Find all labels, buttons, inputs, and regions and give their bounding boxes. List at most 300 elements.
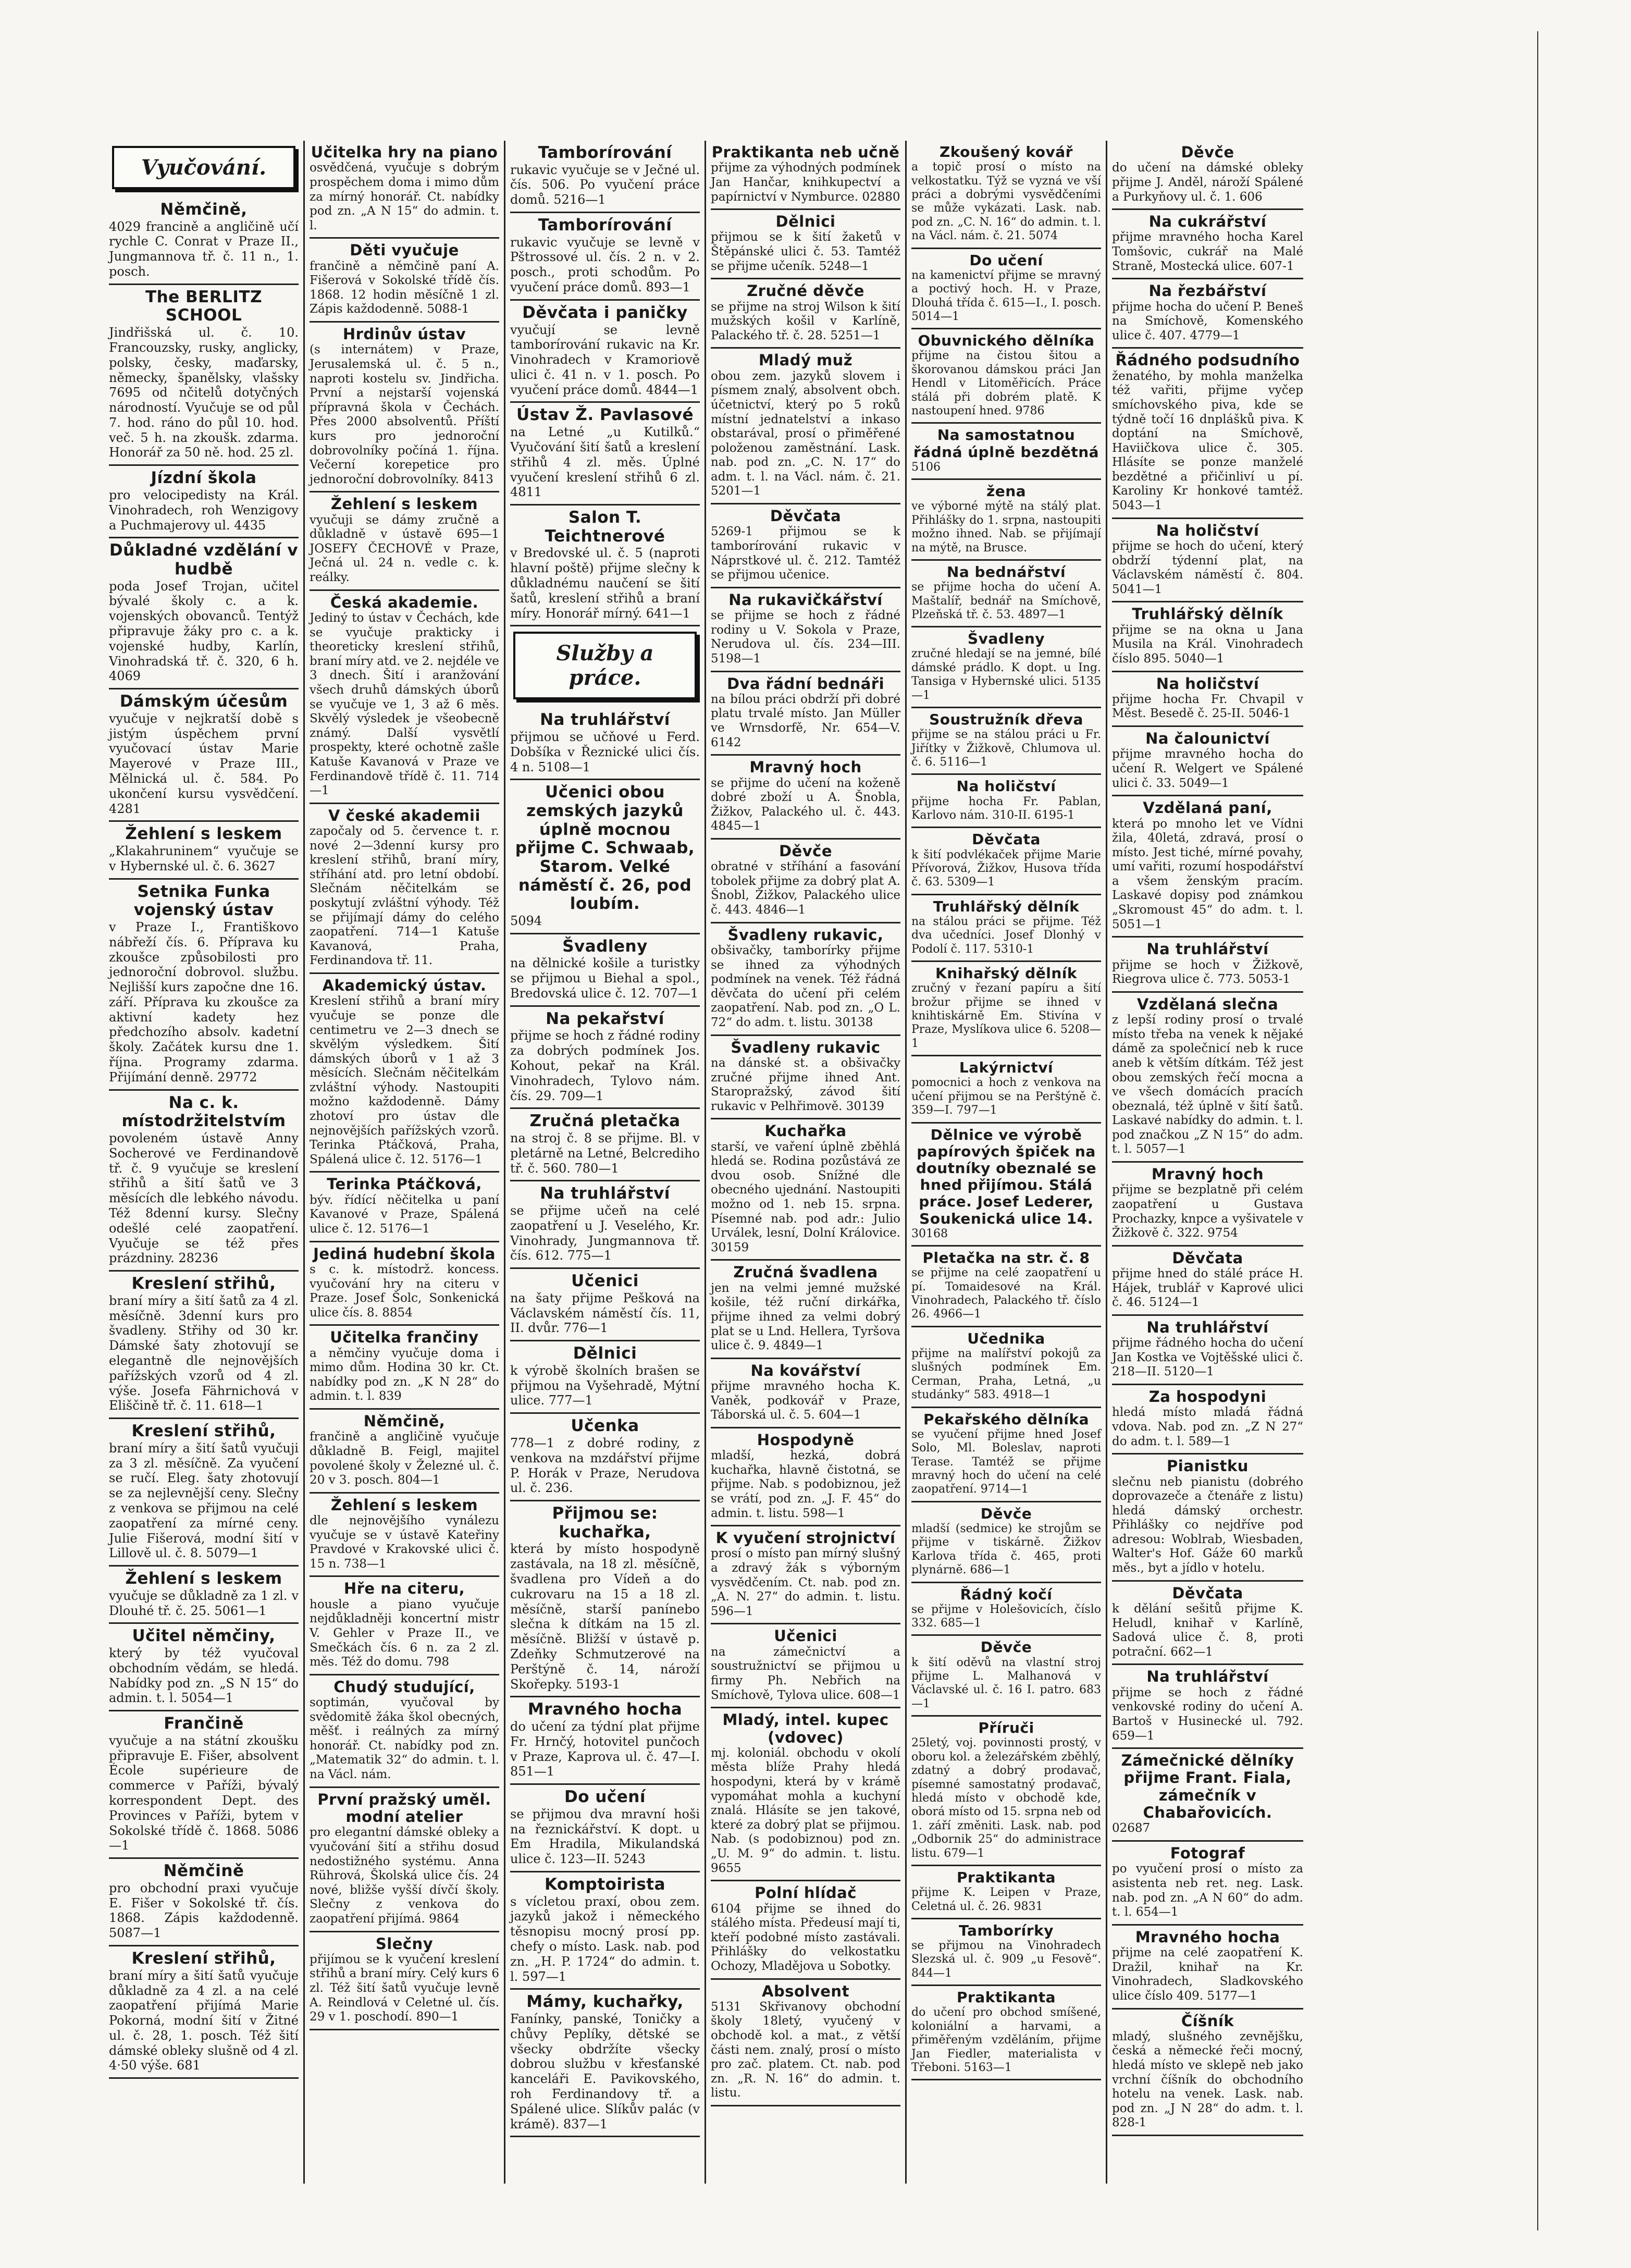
ad-title: Mámy, kuchařky, (526, 1992, 684, 2012)
ad-text: přijme se hoch v Žižkově, Riegrova ulice č. 773. 5053-1 (1112, 958, 1303, 987)
classified-ad (911, 775, 1101, 828)
classified-ad (911, 480, 1101, 561)
ad-text: na dělnické košile a turistky se přijmou u Biehal a spol., Bredovská ulice č. 12. 707—1 (510, 956, 700, 1001)
ad-title: Švadleny rukavic (731, 1038, 881, 1056)
ad-text: do učení na dámské obleky přijme J. Anděl, nároží Spálené a Purkyňovy ul. č. 1. 606 (1112, 161, 1303, 204)
ad-title: Vzdělaná slečna (1136, 995, 1279, 1013)
ad-title: Truhlářský dělník (933, 897, 1080, 915)
ad-text: která by místo hospodyně zastávala, na 18 zl. měsíčně, švadlena pro Vídeň a do cukrovaru na 15 a 18 zl. měsíčně, starší panínebo slečna k dítkám na 15 zl. měsíčně. Bližší v ústavě p. Zdeňky Schmutzerové na Perštýně č. 14, nároží Skořepky. 5193-1 (510, 1542, 700, 1692)
ad-text: se přijmou na Vinohradech Slezská ul. č. 909 „u Fesově“. 844—1 (911, 1939, 1101, 1980)
classified-ad (711, 840, 900, 923)
classified-ad (510, 780, 700, 934)
ad-text: Jindřišská ul. č. 10. Francouzsky, rusky, anglicky, polsky, česky, maďarsky, německy, španělsky, vlašsky 7695 od nčitelů dotyčných národností. Vyučuje se od půl 7. hod. ráno do půl 10. hod. več. 5 h. na zkoušk. zdarma. Honorář za 50 ně. hod. 25 zl. (109, 325, 299, 460)
classified-ad (911, 828, 1101, 895)
ad-text: obou zem. jazyků slovem i písmem znalý, absolvent obch. účetnictví, který po 5 roků místní jednatelství a inkaso obstarával, prosí o přiměřené položenou zaměstnání. Lask. nab. pod zn. „C. N. 17“ do adm. t. l. na Václ. nám. č. 21. 5201—1 (711, 369, 900, 498)
classified-ad (510, 1501, 700, 1697)
ad-text: na Letné „u Kutilků.“ Vyučování šití šatů a kreslení střihů 4 zl. měs. Úplné vyučení kreslení střihů 6 zl. 4811 (510, 425, 700, 500)
classified-ad (1112, 993, 1303, 1163)
ad-text: 5269-1 přijmou se k tamborírování rukavic v Náprstkové ul. č. 212. Tamtéž se přijmou učenice. (711, 525, 900, 582)
ad-text: na stálou práci se přijme. Též dva učedníci. Josef Dlonhý v Podolí č. 117. 5310-1 (911, 915, 1101, 956)
ad-text: na zámečnictví a soustružnictví se přijmou u firmy Ph. Nebřich na Smíchově, Tylova ulice. 608—1 (711, 1645, 900, 1702)
classified-ad (1112, 519, 1303, 603)
ad-text: zručné hledají se na jemné, bílé dámské prádlo. K dopt. u Ing. Tansiga v Hybernské ulici. 5135—1 (911, 647, 1101, 702)
ad-text: k výrobě školních brašen se přijmou na Vyšehradě, Mýtní ulice. 777—1 (510, 1363, 700, 1408)
ad-title: Děti vyučuje (350, 241, 459, 260)
classified-ad (711, 1624, 900, 1708)
ad-title: Učednika (967, 1329, 1045, 1347)
classified-ad (510, 1341, 700, 1414)
ad-title: Dámským účesům (119, 692, 288, 711)
classified-ad (711, 756, 900, 840)
classified-ad (510, 1269, 700, 1341)
ad-title: Praktikanta (956, 1868, 1056, 1886)
ad-title: Děvče (1181, 143, 1234, 161)
classified-ad (310, 1326, 499, 1410)
classified-ad (510, 141, 700, 213)
ad-title: Hrdinův ústav (342, 325, 466, 343)
ad-text: braní míry a šití šatů vyučuji za 3 zl. měsíčně. Za vyučení se ručí. Eleg. šaty zhotovují se za nejlevnější ceny. Slečny z venkova se přijmou na celé zaopatření za mírné ceny. Julie Fišerová, modní šití v Lillově ul. č. 8. 5079—1 (109, 1440, 299, 1561)
ad-title: Švadleny rukavic, (727, 926, 884, 944)
classified-ad (310, 323, 499, 492)
classified-ad (109, 285, 299, 466)
ad-text: rukavic vyučuje se v Ječné ul. čís. 506. Po vyučení práce domů. 5216—1 (510, 162, 700, 207)
ad-title: Švadleny (967, 630, 1045, 648)
classified-ad (1112, 796, 1303, 938)
ad-text: (s internátem) v Praze, Jerusalemská ul. č. 5 n., naproti kostelu sv. Jindřicha. První a nejstarší vojenská přípravná škola v Čechách. Přes 2000 absolventů. Příští kurs pro jednoroční dobrovolníky počíná 1. října. Večerní korepetice pro jednoroční dobrovolníky. 8413 (310, 343, 499, 486)
ad-text: přijme mravného hocha do učení R. Welgert ve Spálené ulici č. 33. 5049—1 (1112, 747, 1303, 790)
classified-ad (109, 538, 299, 689)
classified-ad (1112, 141, 1303, 210)
ad-title: Na holičství (1156, 521, 1259, 539)
classified-ad (911, 329, 1101, 424)
ad-title: Zručná pletačka (529, 1112, 681, 1131)
ad-title: Žehlení s leskem (125, 824, 282, 844)
ad-text: na bílou práci obdrží při dobré platu trvalé místo. Jan Müller ve Wrnsdorfě, Nr. 654—V. 6142 (711, 692, 900, 749)
classified-ad (510, 708, 700, 780)
classified-ad (911, 1919, 1101, 1986)
ad-text: hledá místo mladá řádná vdova. Nab. pod zn. „Z N 27“ do adm. t. l. 589—1 (1112, 1406, 1303, 1448)
classified-ad (1112, 602, 1303, 672)
classified-ad (1112, 1665, 1303, 1749)
ad-title: Na truhlářství (1146, 1668, 1269, 1686)
ad-title: Na truhlářství (540, 710, 670, 730)
ad-title: Kuchařka (764, 1122, 847, 1140)
ad-title: K vyučení strojnictví (715, 1529, 896, 1547)
section-header-vyucovani: Vyučování. (112, 146, 295, 189)
classified-ad (911, 895, 1101, 962)
ad-text: 4029 francině a angličině učí rychle C. Conrat v Praze II., Jungmannova tř. č. 11 n., 1. posch. (109, 219, 299, 279)
ad-title: Kreslení střihů, (131, 1949, 276, 1968)
ad-title: Učenka (571, 1416, 639, 1436)
ad-text: přijme mravného hocha Karel Tomšovic, cukrář na Malé Straně, Mostecká ulice. 607-1 (1112, 230, 1303, 273)
classified-ad (711, 1359, 900, 1428)
ad-title: Slečny (375, 1934, 434, 1953)
ad-text: 778—1 z dobré rodiny, z venkova na mzdářství přijme P. Horák v Praze, Nerudova ul. č. 236. (510, 1435, 700, 1496)
ad-text: přijme se na okna u Jana Musila na Král. Vinohradech číslo 895. 5040—1 (1112, 623, 1303, 665)
classified-ad (711, 504, 900, 588)
classified-ad (711, 141, 900, 210)
ad-text: 02687 (1112, 1821, 1151, 1835)
classified-ad (711, 672, 900, 756)
ad-text: prosí o místo pan mírný slušný a zdravý žák s výborným vysvědčením. Ct. nab. pod zn. „A. N. 27“ do admin. t. listu. 596—1 (711, 1547, 900, 1618)
ad-text: s vícletou praxí, obou zem. jazyků jakož i německého těsnopisu mocný prosí pp. chefy o místo. Lask. nab. pod zn. „H. P. 1724“ do admin. t. l. 597—1 (510, 1894, 700, 1984)
ad-title: Pianistku (1167, 1457, 1249, 1475)
ad-text: přijme hocha Fr. Pablan, Karlovo nám. 310-II. 6195-1 (911, 795, 1101, 822)
classified-ad (109, 880, 299, 1091)
ad-text: se přijmou dva mravní hoši na řeznickářství. K dopt. u Em Hradila, Mikulandská ulice č. 123—II. 5243 (510, 1806, 700, 1867)
ad-text: zručný v řezaní papíru a šití brožur přijme se ihned v knihtiskárně Em. Stivína v Praze, Myslíkova ulice 6. 5208—1 (911, 982, 1101, 1050)
ad-text: Kreslení střihů a braní míry vyučuje se ponze dle centimetru ve 2—3 dnech se skvělým výsledkem. Šití dámských úborů v 1 až 3 měsících. Slečnám něčitelkám zvláštní výhody. Nastoupiti možno každodenně. Dámy zhotoví pro ústav dle nejnovějších pařížských vzorů. Terinka Ptáčková, Praha, Spálená ulice č. 12. 5176—1 (310, 994, 499, 1166)
ad-text: vyučuji se dámy zručně a důkladně v ústavě 695—1 JOSEFY ČECHOVÉ v Praze, Ječná ul. 24 n. vedle c. k. reálky. (310, 513, 499, 585)
ad-title: Absolvent (762, 1982, 849, 2000)
ad-text: 30168 (911, 1227, 948, 1240)
classified-ad (911, 1717, 1101, 1866)
ad-text: „Klakahruninem“ vyučuje se v Hybernské ul. č. 6. 3627 (109, 844, 299, 873)
ad-title: Knihařský dělník (935, 965, 1077, 982)
ad-text: na kamenictví přijme se mravný a poctivý hoch. H. v Praze, Dlouhá třída č. 615—I., I. posch. 5014—1 (911, 268, 1101, 323)
ad-title: Mravný hoch (1151, 1165, 1264, 1184)
classified-ad (510, 1872, 700, 1990)
classified-ad (711, 1261, 900, 1359)
classified-ad (109, 1567, 299, 1624)
classified-ad (510, 934, 700, 1007)
classified-ad (711, 279, 900, 349)
ad-text: se přijme na celé zaopatření u pí. Tomaidesové na Král. Vinohradech, Palackého tř. číslo 26. 4966—1 (911, 1266, 1101, 1321)
classified-ad (310, 141, 499, 239)
ad-text: frančině a angličině vyučuje důkladně B. Feigl, majitel povolené školy v Železné ul. č. 20 v 3. posch. 804—1 (310, 1430, 499, 1487)
ad-text: vyučují se levně tamborírování rukavic na Kr. Vinohradech v Kramoriově ulici č. 41 n. v 1. posch. Po vyučení práce domů. 4844—1 (510, 322, 700, 397)
ad-text: dle nejnovějšího vynálezu vyučuje se v ústavě Kateřiny Pravdové v Krakovské ulici č. 15 n. 738—1 (310, 1514, 499, 1571)
ad-text: přijme mravného hocha K. Vaněk, podkovář v Praze, Táborská ul. č. 5. 604—1 (711, 1379, 900, 1422)
classified-ad (510, 1785, 700, 1872)
ad-title: Mladý muž (758, 351, 853, 369)
ad-text: v Praze I., Františkovo nábřeží čís. 6. Příprava ku zkoušce způsobilosti pro jednoroční dobrovol. službu. Nejlišší kurs započne dne 16. září. Příprava ku zkoušce za aktivní kadety hez předchozího absolv. kadetní školy. Začátek kursu dne 1. října. Programy zdarma. Přijímání denně. 29772 (109, 919, 299, 1084)
ad-title: Učitelka frančiny (330, 1328, 479, 1347)
ad-text: 6104 přijme se ihned do stálého místa. Předeusí mají ti, kteří podobné místo zastávali. Přihlášky do velkostatku Ochozy, Mladějova u Sobotky. (711, 1902, 900, 1973)
ad-text: přijme hocha Fr. Chvapil v Měst. Besedě č. 25-II. 5046-1 (1112, 692, 1303, 721)
classified-ad (1112, 1316, 1303, 1385)
ad-text: přijme se na stálou práci u Fr. Jiřítky v Žižkově, Chlumova ul. č. 6. 5116—1 (911, 728, 1101, 769)
ad-title: Dělnice ve výrobě papírových špiček na doutníky obeznalé se hned přijímou. Stálá práce. Josef Lederer, Soukenická ulice 14. (916, 1126, 1097, 1227)
ad-text: přijme na celé zaopatření K. Dražil, knihař na Kr. Vinohradech, Sladkovského ulice číslo 409. 5177—1 (1112, 1946, 1303, 2003)
ad-title: Na truhlářství (540, 1184, 670, 1203)
classified-ad (911, 141, 1101, 249)
ad-title: Řádného podsudního (1115, 351, 1300, 369)
ad-title: Tamborírování (538, 143, 672, 162)
ad-text: přijme na čistou šitou a škorovanou dámskou práci Jan Hendl v Litoměřicích. Práce stálá při dobrém platě. K nastoupení hned. 9786 (911, 349, 1101, 418)
classified-ad (109, 822, 299, 879)
classified-ad (310, 1675, 499, 1788)
ad-title: Děvčata (1172, 1584, 1243, 1602)
section-header-sluzby: Služby a práce. (513, 632, 697, 699)
classified-ad (911, 962, 1101, 1056)
ad-text: přijme se hoch z řádné rodiny za dobrých podmínek Jos. Kohout, pekař na Král. Vinohradech, Tylovo nám. čís. 29. 709—1 (510, 1028, 700, 1103)
ad-title: Mladý, intel. kupec (vdovec) (722, 1711, 889, 1746)
classified-ad (711, 923, 900, 1036)
ad-text: z lepší rodiny prosí o trvalé místo třeba na venek k nějaké dámě za společnicí neb k ruce aneb k větším dítkám. Též jest obou zemských řečí mocna a ve všech domácích pracích obeznalá, též úplně v šití šatů. Laskavé nabídky do admin. t. l. pod značkou „Z N 15“ do adm. t. l. 5057—1 (1112, 1013, 1303, 1156)
ad-title: The BERLITZ SCHOOL (145, 287, 263, 325)
classified-ad (109, 466, 299, 538)
classified-ad (310, 804, 499, 974)
ad-text: se přijme hocha do učení A. Maštalíř, bednář na Smíchově, Plzeňská tř. č. 53. 4897—1 (911, 581, 1101, 621)
ad-title: Jízdní škola (151, 469, 257, 488)
classified-ad (510, 213, 700, 301)
ad-text: vyučuje se důkladně za 1 zl. v Dlouhé tř. č. 25. 5061—1 (109, 1588, 299, 1618)
ad-text: vyučuje v nejkratší době s jistým úspěchem první vyučovací ústav Marie Mayerové v Praze III., Mělnická ul. č. 584. Po ukončení kursu vysvědčení. 4281 (109, 711, 299, 816)
ad-title: Učitel němčiny, (132, 1626, 276, 1646)
ad-title: Polní hlídač (755, 1884, 857, 1902)
classified-ad (1112, 1455, 1303, 1582)
classified-ad (109, 1946, 299, 2079)
ad-title: Na pekařství (546, 1009, 664, 1028)
ad-text: do učení pro obchod smíšené, koloniální a harvami, a přiměřeným vzděláním, přijme Jan Fiedler, materialista v Třeboni. 5163—1 (911, 2006, 1101, 2074)
ad-text: mladý, slušného zevnějšku, česká a německé řeči mocný, hledá místo ve sklepě neb jako vrchní číšník do obchodního hotelu na venek. Lask. nab. pod zn. „J N 28“ do adm. t. l. 828-1 (1112, 2029, 1303, 2130)
classified-ad (510, 1181, 700, 1269)
ad-title: Děvčata (770, 507, 842, 525)
classified-ad (109, 1091, 299, 1272)
ad-text: do učení za týdní plat přijme Fr. Hrnčý, hotovitel punčoch v Praze, Kaprova ul. č. 47—I. 851—1 (510, 1719, 700, 1779)
classified-ad (1112, 672, 1303, 728)
classified-ad (1112, 2010, 1303, 2137)
ad-title: Pekařského dělníka (923, 1410, 1089, 1428)
ad-text: braní míry a šití šatů vyučuje důkladně za 4 zl. a na celé zaopatření přijímá Marie Pokorná, modní šití v Žitné ul. č. 28, 1. posch. Též šití dámské obleky slušně od 4 zl. 4·50 výše. 681 (109, 1968, 299, 2073)
ad-title: Důkladné vzdělání v hudbě (109, 541, 299, 578)
classified-ad (109, 1272, 299, 1419)
ad-text: která po mnoho let ve Vídni žila, 40letá, zdravá, prosí o místo. Jest tiché, mírné povahy, umí vařiti, rozumí hospodářství a všem ženským pracím. Laskavé dopisy pod známkou „Skromoust 45“ do adm. t. l. 5051—1 (1112, 817, 1303, 931)
classified-ad (1112, 1163, 1303, 1247)
ad-title: Švadleny (562, 936, 648, 956)
classified-ad (310, 492, 499, 590)
ad-title: Lakýrnictví (959, 1059, 1054, 1077)
classified-ad (510, 1007, 700, 1110)
ad-text: po vyučení prosí o místo za asistenta neb ret. neg. Lask. nab. pod zn. „A N 60“ do adm. t. l. 654—1 (1112, 1862, 1303, 1919)
classified-ad (711, 1428, 900, 1526)
classified-columns (104, 141, 1511, 2184)
ad-title: V české akademii (328, 806, 480, 824)
ad-title: Učenici (571, 1272, 639, 1291)
classified-ad (1112, 279, 1303, 349)
ad-text: soptimán, vyučoval by svědomitě žáka škol obecných, měšť. i reálných za mírný honorář. Ct. nabídky pod zn. „Matematik 32“ do admin. t. l. na Václ. nám. (310, 1696, 499, 1782)
ad-text: přijme hned do stálé práce H. Hájek, trublář v Kaprové ulici č. 46. 5124—1 (1112, 1267, 1303, 1310)
classified-ad (109, 1859, 299, 1946)
ad-title: Do učení (969, 251, 1043, 269)
classified-ad (310, 1173, 499, 1242)
classified-ad (510, 1990, 700, 2137)
classified-ad (109, 1711, 299, 1859)
ad-text: na dánské st. a obšivačky zručné přijme ihned Ant. Staropražský, závod šití rukavic v Pelhřimově. 30139 (711, 1056, 900, 1113)
ad-text: pro obchodní praxi vyučuje E. Fišer v Sokolské tř. čís. 1868. Zápis každodenně. 5087—1 (109, 1880, 299, 1941)
classified-ad (711, 1036, 900, 1120)
ad-text: a němčiny vyučuje doma i mimo dům. Hodina 30 kr. Ct. nabídky pod zn. „K N 28“ do admin. t. l. 839 (310, 1346, 499, 1403)
ad-title: Děvče (980, 1638, 1032, 1656)
ad-title: Žehlení s leskem (125, 1569, 282, 1588)
column-5 (907, 141, 1107, 2184)
classified-ad (1112, 1385, 1303, 1455)
ad-title: Dělnici (775, 213, 836, 231)
ad-title: Ústav Ž. Pavlasové (516, 405, 694, 425)
ad-title: Komptoiristа (544, 1875, 666, 1894)
ad-text: pro elegantní dámské obleky a vyučování šití a střihu dosud nedostižného systému. Anna Rührová, Školská ulice čís. 24 nové, bližše vyšší dívčí školy. Slečny z venkova do zaopatření přijímá. 9864 (310, 1826, 499, 1926)
ad-text: ve výborné mýtě na stálý plat. Přihlášky do 1. srpna, nastoupiti možno ihned. Nab. se přijímají na mýtě, na Brusce. (911, 500, 1101, 554)
ad-text: braní míry a šití šatů za 4 zl. měsíčně. 3denní kurs pro švadleny. Střihy od 30 kr. Dámské šaty zhotovují se elegantně dle nejnovějších pařížských vzorů od 4 zl. výše. Josefa Fährnichová v Eliščině tř. č. 11. 618—1 (109, 1293, 299, 1413)
ad-text: obšivačky, tamborírky přijme se ihned za výhodných podmínek na venek. Též řádná děvčata do učení při celém zaopatření. Nab. pod zn. „O L. 72“ do adm. t. listu. 30138 (711, 944, 900, 1029)
ad-title: Za hospodyni (1148, 1388, 1267, 1406)
ad-title: Žehlení s leskem (330, 1496, 478, 1514)
ad-text: v Bredovské ul. č. 5 (naproti hlavní poště) přijme slečny k důkladnému naučení se šití šatů, kreslení střihů a braní míry. Honorář mírný. 641—1 (510, 546, 700, 621)
classified-ad (911, 249, 1101, 330)
column-6 (1107, 141, 1308, 2184)
ad-text: se přijme učeň na celé zaopatření u J. Veselého, Kr. Vinohrady, Jungmannova tř. čís. 612. 775—1 (510, 1203, 700, 1263)
classified-ad (911, 424, 1101, 480)
ad-title: Na bednářství (946, 563, 1066, 581)
ad-text: se přijme do učení na koženě dobré zboží u A. Šnobla, Žižkov, Palackého ul. č. 443. 4845—1 (711, 776, 900, 833)
ad-text: frančině a němčině paní A. Fišerová v Sokolské třídě čís. 1868. 12 hodin měsíčně 1 zl. Zápis každodenně. 5088-1 (310, 259, 499, 316)
ad-title: Tamborírování (538, 216, 672, 235)
ad-text: slečnu neb pianistu (dobrého doprovazeče a čtenáře z listu) hledá dámský orchestr. Přihlášky co nejdříve pod adresou: Woblrab, Wiesbaden, Walter's Hof. Gáže 60 marků měs., byt a jídlo v hotelu. (1112, 1475, 1303, 1575)
classified-ad (1112, 349, 1303, 519)
ad-title: Němčině, (160, 200, 248, 219)
classified-ad (1112, 1749, 1303, 1842)
ad-title: Na truhlářství (1146, 1318, 1269, 1336)
classified-ad (911, 1866, 1101, 1919)
ad-title: Kreslení střihů, (131, 1274, 276, 1293)
ad-text: na šaty přijme Pešková na Václavském náměstí čís. 11, II. dvůr. 776—1 (510, 1290, 700, 1336)
ad-title: Chudý studující, (333, 1678, 475, 1696)
classified-ad (911, 708, 1101, 775)
classified-ad (310, 239, 499, 323)
ad-title: Kreslení střihů, (131, 1422, 276, 1441)
ad-text: přijmou se učňové u Ferd. Dobšíka v Řeznické ulici čís. 4 n. 5108—1 (510, 730, 700, 774)
classified-ad (1112, 938, 1303, 993)
classified-ad (711, 349, 900, 504)
ad-title: Na holičství (956, 778, 1056, 795)
ad-title: Dva řádní bednáři (726, 674, 885, 693)
ad-text: přijme za výhodných podmínek Jan Hančar, knihkupectví a papírnictví v Nymburce. 02880 (711, 161, 900, 204)
ad-title: Pletačka na str. č. 8 (922, 1249, 1090, 1267)
ad-title: Děvčata i paničky (522, 303, 688, 322)
ad-text: přijme řádného hocha do učení Jan Kostka ve Vojtěšské ulici č. 218—II. 5120—1 (1112, 1336, 1303, 1379)
classified-ad (310, 591, 499, 804)
ad-text: přijme K. Leipen v Praze, Celetná ul. č. 26. 9831 (911, 1886, 1101, 1913)
classified-ad (1112, 727, 1303, 796)
classified-ad (310, 1932, 499, 2030)
ad-title: Česká akademie. (330, 593, 479, 611)
classified-ad (310, 1410, 499, 1494)
ad-text: k šití oděvů na vlastní stroj přijme L. Malhanová v Václavské ul. č. 16 I. patro. 683—1 (911, 1656, 1101, 1710)
classified-ad (911, 1583, 1101, 1636)
ad-text: a topič prosí o místo na velkostatku. Týž se vyzná ve vší práci a dobrými vysvědčeními se může vykázati. Lask. nab. pod zn. „C. N. 16“ do admin. t. l. na Václ. nám. č. 21. 5074 (911, 161, 1101, 243)
ad-text: Fanínky, panské, Toničky a chůvy Peplíky, dětské se všecky obdržíte všecky dobrou službu v křesťanské kanceláři E. Pavikovského, roh Ferdinandovy tř. a Spálené ulice. Slíkův palác (v krámě). 837—1 (510, 2012, 700, 2131)
classified-ad (510, 403, 700, 506)
ad-text: poda Josef Trojan, učitel bývalé školy c. a k. vojenských obovanců. Tentýž připravuje žáky pro c. a k. vojenské hudby, Karlín, Vinohradská tř. č. 320, 6 h. 4069 (109, 578, 299, 684)
ad-title: Zkoušený kovář (940, 143, 1073, 161)
ad-text: mladší, hezká, dobrá kuchařka, hlavně čistotná, se přijme. Nab. s podobiznou, jež se vrátí, pod zn. „J. F. 45“ do admin. t. listu. 598—1 (711, 1449, 900, 1520)
ad-text: mj. koloniál. obchodu v okolí města blíže Prahy hledá hospodyni, která by v krámě vypomáhat mohla a kuchyní znalá. Hlásíte se jen takové, které za dobrý plat se přijmou. Nab. (s podobiznou) pod zn. „U. M. 9“ do admin. t. listu. 9655 (711, 1746, 900, 1875)
classified-ad (711, 1526, 900, 1624)
ad-title: Žehlení s leskem (330, 495, 478, 513)
classified-ad (1112, 1926, 1303, 2010)
ad-title: Na čalounictví (1145, 730, 1270, 748)
ad-title: Jediná hudební škola (313, 1244, 496, 1263)
ad-title: Obuvnického dělníka (918, 332, 1095, 350)
classified-ad (911, 1408, 1101, 1502)
classified-ad (711, 210, 900, 279)
ad-title: Setnika Funka vojenský ústav (133, 882, 274, 920)
ad-text: k dělání sešitů přijme K. Heludl, knihař v Karlíně, Sadová ulice č. 8, proti potrační. 662—1 (1112, 1602, 1303, 1659)
classified-ad (711, 1708, 900, 1881)
classified-ad (109, 1419, 299, 1567)
ad-title: Hospodyně (757, 1431, 855, 1449)
ad-text: započaly od 5. července t. r. nové 2—3denní kursy pro kreslení střihů, braní míry, stříhání atd. pro letní období. Slečnám něčitelkám se poskytují zvláštní výhody. Též se přijímají dámy do celého zaopatření. 714—1 Katuše Kavanová, Praha, Ferdinandova tř. 11. (310, 824, 499, 968)
ad-text: se přijme se hoch z řádné rodiny u V. Sokola v Praze, Nerudova ul. čís. 234—III. 5198—1 (711, 609, 900, 665)
ad-title: Do učení (564, 1788, 646, 1807)
ad-title: První pražský uměl. modní atelier (317, 1790, 491, 1826)
ad-title: Děvče (980, 1505, 1032, 1522)
ad-title: Salon T. Teichtnerové (545, 508, 665, 546)
classified-ad (310, 1577, 499, 1675)
classified-ad (310, 1242, 499, 1326)
ad-text: 5131 Skřivanovy obchodní školy 18letý, vyučený v obchodě kol. a mat., z větší části nem. znalý, prosí o místo pro zač. platem. Ct. nab. pod zn. „R. N. 16“ do admin. t. listu. (711, 2000, 900, 2100)
ad-text: vyučuje a na státní zkoušku připravuje E. Fišer, absolvent École supérieure de commerce v Paříži, bývalý korrespondent Dept. des Provinces v Paříži, bytem v Sokolské třídě č. 1868. 5086—1 (109, 1733, 299, 1853)
ad-text: 5094 (510, 913, 542, 928)
ad-title: Příruči (978, 1719, 1034, 1737)
ad-title: Terinka Ptáčková, (327, 1175, 482, 1193)
ad-text: ženatého, by mohla manželka též vařiti, přijme vyčep smíchovského piva, kde se týdně točí 16 dnplášků piva. K doptání na Smíchově, Haviičkova ulice č. 305. Hlásíte se ponze manželé bezdětné a přičinliví u pí. Karoliny Kr honkové tamtéž. 5043—1 (1112, 369, 1303, 513)
ad-title: Na truhlářství (1146, 940, 1269, 958)
ad-text: povoleném ústavě Anny Socherové ve Ferdinandově tř. č. 9 vyučuje se kreslení střihů a šití šatů ve 3 měsících dle lebkého návodu. Též 8denní kursy. Slečny odešlé celé zaopatření. Vyučuje se též přes prázdniny. 28236 (109, 1130, 299, 1266)
ad-text: přijímou se k vyučení kreslení střihů a braní míry. Celý kurs 6 zl. Též šití šatů vyučuje levně A. Reindlová v Celetné ul. čís. 29 v 1. poschodí. 890—1 (310, 1952, 499, 2024)
ad-title: Truhlářský dělník (1132, 605, 1283, 623)
ad-text: osvědčená, vyučuje s dobrým prospěchem doma i mimo dům za mírný honorář. Ct. nabídky pod zn. „A N 15“ do admin. t. l. (310, 161, 499, 232)
classified-ad (911, 561, 1101, 627)
column-3 (505, 141, 706, 2184)
ad-title: Číšník (1181, 2012, 1234, 2030)
classified-ad (510, 1414, 700, 1501)
ad-text: 25letý, voj. povinnosti prostý, v oboru kol. a železářském zběhlý, zdatný a dobrý prodavač, písemné samostatný prodavač, hledá místo v obchodě kde, oborá místo od 15. srpna neb od 1. září změniti. Lask. nab. pod „Odbornik 25“ do administrace listu. 679—1 (911, 1736, 1101, 1860)
ad-title: Fotograf (1170, 1844, 1245, 1863)
classified-ad (911, 1502, 1101, 1583)
ad-text: býv. řídící něčitelka u paní Kavanové v Praze, Spálená ulice č. 12. 5176—1 (310, 1193, 499, 1236)
ad-text: starší, ve vaření úplně zběhlá hledá se. Rodina pozůstává ze dvou osob. Snížné dle obecného ujednání. Nastoupiti možno od 1. neb 15. srpna. Písemné nab. pod adr.: Julio Urválek, lesní, Dolní Královice. 30159 (711, 1140, 900, 1254)
ad-title: Vzdělaná paní, (1143, 799, 1272, 817)
ad-title: Praktikanta neb učně (711, 143, 900, 161)
ad-text: obratné v stříhání a fasování tobolek přijme za dobrý plat A. Šnobl, Žižkov, Palackého ulice č. 443. 4846—1 (711, 860, 900, 917)
ad-title: Na řezbářství (1148, 282, 1267, 300)
ad-title: Němčině (163, 1862, 244, 1881)
ad-text: přijme se bezplatně při celém zaopatření u Gustava Prochazky, knpce a vyšivatele v Žižkově č. 322. 9754 (1112, 1183, 1303, 1240)
classified-ad (510, 1109, 700, 1181)
classified-ad (510, 1697, 700, 1785)
ad-title: Mravného hocha (527, 1700, 683, 1719)
classified-ad (1112, 210, 1303, 279)
classified-ad (310, 974, 499, 1173)
ad-title: Dělnici (573, 1344, 637, 1363)
classified-ad (911, 1327, 1101, 1408)
ad-title: Učenici obou zemských jazyků úplně mocnou přijme C. Schwaab, Starom. Velké náměstí č. 26, pod loubím. (515, 783, 695, 914)
ad-title: Na c. k. místodržitelstvím (121, 1093, 286, 1131)
classified-ad (711, 1980, 900, 2107)
ad-title: Praktikanta (956, 1989, 1056, 2006)
ad-title: Učitelka hry na piano (311, 143, 498, 161)
classified-ad (310, 1494, 499, 1577)
ad-title: Na kovářství (750, 1361, 861, 1379)
ad-text: rukavic vyučuje se levně v Pštrossové ul. čís. 2 n. v 2. posch., proti schodům. Po vyučení práce domů. 893—1 (510, 235, 700, 295)
classified-ad (510, 301, 700, 403)
ad-text: přijme hocha do učení P. Beneš na Smíchově, Komenského ulice č. 407. 4779—1 (1112, 300, 1303, 342)
classified-ad (1112, 1582, 1303, 1666)
classified-ad (109, 689, 299, 822)
ad-text: přijme se hoch do učení, který obdrží týdenní plat, na Václavském náměstí č. 804. 5041—1 (1112, 539, 1303, 596)
